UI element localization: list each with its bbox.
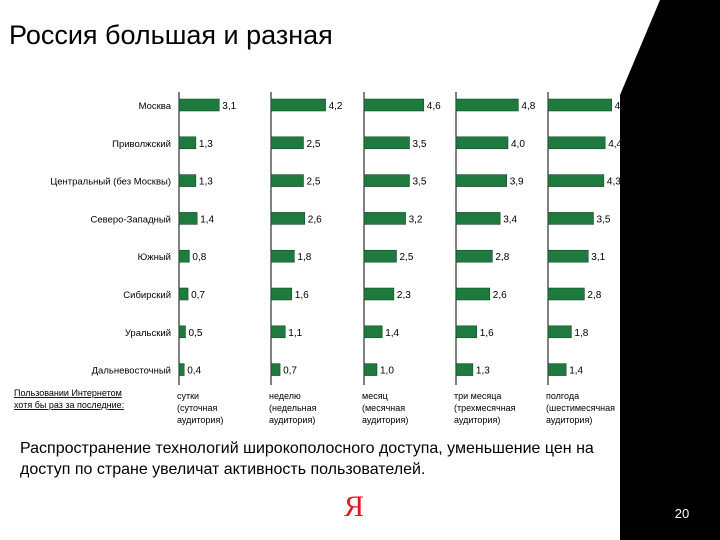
region-label: Сибирский bbox=[123, 290, 171, 301]
region-label: Приволжский bbox=[112, 138, 171, 150]
bar bbox=[456, 137, 508, 149]
data-label: 4,2 bbox=[328, 101, 343, 112]
bar bbox=[179, 175, 196, 187]
period-label: (шестимесячная bbox=[546, 403, 615, 413]
bar bbox=[456, 250, 492, 262]
period-label: полгода bbox=[546, 391, 580, 401]
slide-title: Россия большая и разная bbox=[9, 20, 333, 50]
bar bbox=[364, 288, 394, 300]
bar bbox=[548, 250, 588, 262]
bar bbox=[548, 364, 566, 376]
data-label: 4,6 bbox=[426, 101, 441, 112]
bar bbox=[271, 175, 304, 187]
period-label: (недельная bbox=[269, 403, 317, 413]
bar bbox=[179, 137, 196, 149]
data-label: 4,4 bbox=[608, 138, 623, 150]
source-note: По данным ФОМ, аудитория 18+, вся Россия, осень 2008 bbox=[652, 195, 663, 448]
period-label: аудитория) bbox=[454, 415, 501, 425]
data-label: 3,4 bbox=[503, 214, 518, 226]
data-label: 3,1 bbox=[222, 101, 237, 112]
yandex-logo: Я bbox=[344, 490, 365, 523]
bar bbox=[456, 175, 507, 187]
data-label: 2,5 bbox=[306, 138, 321, 150]
data-label: 3,9 bbox=[509, 176, 524, 188]
bar bbox=[456, 212, 500, 224]
data-label: 2,8 bbox=[495, 252, 510, 264]
data-label: 1,0 bbox=[380, 365, 394, 377]
bar bbox=[271, 326, 285, 338]
bar bbox=[179, 326, 186, 338]
data-label: 0,8 bbox=[192, 252, 207, 264]
period-label: (месячная bbox=[362, 403, 406, 413]
region-label: Москва bbox=[138, 101, 171, 112]
region-label: Южный bbox=[137, 252, 171, 264]
bar bbox=[364, 99, 424, 111]
data-label: 3,2 bbox=[408, 214, 423, 226]
data-label: 2,3 bbox=[396, 290, 411, 301]
data-label: 1,8 bbox=[574, 327, 589, 339]
slide-caption: Распространение технологий широкополосного доступа, уменьшение цен на доступ по стране увеличат активность пользователей. bbox=[20, 440, 594, 478]
bar bbox=[271, 288, 292, 300]
bar bbox=[271, 212, 305, 224]
data-label: 1,4 bbox=[569, 365, 584, 377]
period-label: (трехмесячная bbox=[454, 403, 516, 413]
period-label: аудитория) bbox=[362, 415, 409, 425]
bar bbox=[364, 326, 382, 338]
bar bbox=[456, 99, 518, 111]
bar bbox=[548, 175, 604, 187]
bar bbox=[179, 250, 189, 262]
data-label: 2,8 bbox=[587, 290, 602, 301]
legend-note: Пользовании Интернетом bbox=[14, 388, 122, 398]
data-label: 1,3 bbox=[198, 138, 213, 150]
bar bbox=[179, 212, 197, 224]
bar bbox=[548, 288, 584, 300]
period-label: аудитория) bbox=[546, 415, 593, 425]
data-label: 1,4 bbox=[385, 327, 400, 339]
data-label: 1,8 bbox=[297, 252, 312, 264]
bar bbox=[364, 212, 406, 224]
data-label: 3,5 bbox=[412, 176, 427, 188]
data-label: 1,6 bbox=[294, 290, 309, 301]
data-label: 4,8 bbox=[521, 101, 536, 112]
data-label: 1,3 bbox=[198, 176, 213, 188]
bar bbox=[456, 288, 490, 300]
bar bbox=[548, 326, 571, 338]
data-label: 1,6 bbox=[479, 327, 494, 339]
bar bbox=[548, 137, 605, 149]
data-label: 1,4 bbox=[200, 214, 215, 226]
data-label: 0,7 bbox=[191, 290, 206, 301]
bar bbox=[179, 364, 184, 376]
data-label: 1,3 bbox=[475, 365, 490, 377]
data-label: 4,3 bbox=[606, 176, 621, 188]
bar bbox=[364, 137, 410, 149]
bar bbox=[364, 250, 397, 262]
data-label: 0,4 bbox=[187, 365, 202, 377]
region-label: Дальневосточный bbox=[91, 365, 171, 377]
data-label: 2,5 bbox=[399, 252, 414, 264]
data-label: 0,7 bbox=[283, 365, 298, 377]
bar bbox=[271, 99, 326, 111]
data-label: 4,0 bbox=[511, 138, 525, 150]
data-label: 1,1 bbox=[288, 327, 303, 339]
bar bbox=[271, 364, 280, 376]
region-label: Центральный (без Москвы) bbox=[50, 176, 171, 188]
bar bbox=[271, 250, 294, 262]
bar bbox=[271, 137, 304, 149]
period-label: аудитория) bbox=[177, 415, 224, 425]
bar bbox=[548, 212, 594, 224]
data-label: 4,9 bbox=[614, 101, 629, 112]
data-label: 2,5 bbox=[306, 176, 321, 188]
data-label: 3,5 bbox=[412, 138, 427, 150]
period-label: (суточная bbox=[177, 403, 218, 413]
data-label: 2,6 bbox=[492, 290, 507, 301]
period-label: три месяца bbox=[454, 391, 502, 401]
bar bbox=[456, 364, 473, 376]
data-label: 2,6 bbox=[307, 214, 322, 226]
data-label: 0,5 bbox=[188, 327, 203, 339]
legend-note: хотя бы раз за последние: bbox=[14, 400, 125, 410]
period-label: неделю bbox=[269, 391, 301, 401]
bar bbox=[364, 364, 377, 376]
period-label: сутки bbox=[177, 391, 200, 401]
region-label: Северо-Западный bbox=[90, 214, 171, 226]
data-label: 3,5 bbox=[596, 214, 611, 226]
bar bbox=[548, 99, 612, 111]
bar bbox=[456, 326, 477, 338]
bar bbox=[179, 288, 188, 300]
data-label: 3,1 bbox=[591, 252, 606, 264]
bar bbox=[179, 99, 219, 111]
page-number: 20 bbox=[674, 506, 690, 521]
bar bbox=[364, 175, 410, 187]
period-label: аудитория) bbox=[269, 415, 316, 425]
period-label: месяц bbox=[362, 391, 388, 401]
region-label: Уральский bbox=[124, 327, 171, 339]
